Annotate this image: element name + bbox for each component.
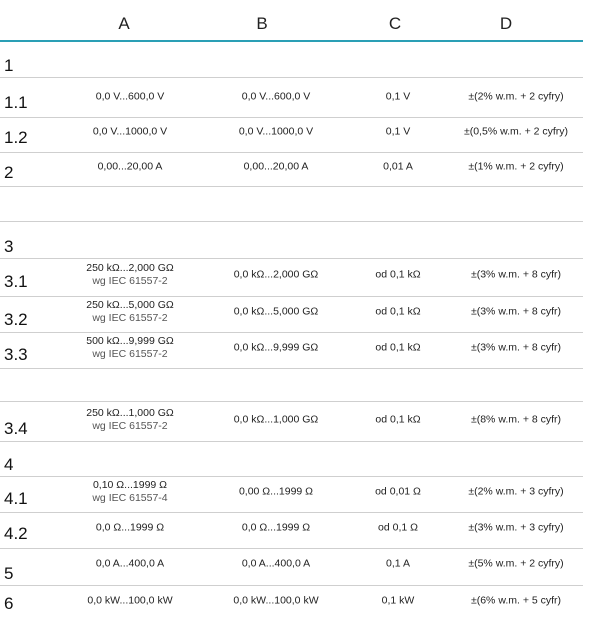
- row-number: 6: [4, 594, 14, 613]
- cell-d: [471, 595, 561, 608]
- cell-d: [471, 342, 561, 355]
- cell-c: [375, 269, 420, 282]
- cell-value: ±(8% w.m. + 8 cyfr): [470, 413, 562, 426]
- row-divider: [0, 401, 583, 402]
- cell-value: od 0,1 Ω: [378, 521, 418, 534]
- cell-value: 0,01 A: [383, 160, 413, 173]
- cell-value: 0,00 Ω...1999 Ω: [238, 485, 314, 498]
- cell-value: ±(1% w.m. + 2 cyfry): [468, 160, 564, 173]
- cell-standard: wg IEC 61557-2: [92, 312, 168, 324]
- row-number: 4.2: [4, 524, 28, 543]
- cell-c: [386, 558, 410, 571]
- cell-value: 250 kΩ...5,000 GΩ: [86, 299, 174, 311]
- cell-value: 0,00...20,00 A: [243, 160, 309, 173]
- cell-value: od 0,1 kΩ: [375, 268, 421, 281]
- row-divider: [0, 186, 583, 187]
- row-number: 3: [4, 237, 14, 256]
- column-header-b: B: [256, 14, 268, 33]
- cell-d: [468, 522, 563, 535]
- row-divider: [0, 221, 583, 222]
- cell-value: 0,0 V...1000,0 V: [238, 125, 314, 138]
- cell-a: [86, 299, 174, 325]
- row-divider: [0, 368, 583, 369]
- cell-value: 0,0 A...400,0 A: [95, 557, 165, 570]
- row-number: 2: [4, 163, 14, 182]
- cell-value: 0,0 kW...100,0 kW: [87, 594, 173, 607]
- row-number: 4.1: [4, 489, 28, 508]
- cell-b: [242, 558, 310, 571]
- cell-value: od 0,1 kΩ: [375, 305, 421, 318]
- cell-a: [96, 558, 164, 571]
- cell-d: [468, 161, 563, 174]
- cell-b: [239, 126, 313, 139]
- cell-a: [86, 335, 174, 361]
- row-divider: [0, 441, 583, 442]
- cell-c: [375, 414, 420, 427]
- cell-value: 0,1 A: [386, 557, 410, 570]
- cell-value: 250 kΩ...1,000 GΩ: [86, 407, 174, 419]
- row-number: 3.2: [4, 310, 28, 329]
- cell-a: [98, 161, 163, 174]
- cell-b: [234, 414, 319, 427]
- cell-standard: wg IEC 61557-2: [92, 420, 168, 432]
- row-divider: [0, 258, 583, 259]
- row-number: 1.2: [4, 128, 28, 147]
- header-divider: [0, 40, 583, 42]
- cell-d: [468, 486, 563, 499]
- cell-value: 0,0 kΩ...5,000 GΩ: [233, 305, 319, 318]
- cell-value: ±(6% w.m. + 5 cyfr): [470, 594, 562, 607]
- cell-standard: wg IEC 61557-4: [92, 492, 168, 504]
- cell-a: [86, 407, 174, 433]
- cell-value: od 0,1 kΩ: [375, 413, 421, 426]
- cell-b: [234, 306, 319, 319]
- cell-a: [92, 479, 167, 505]
- row-divider: [0, 512, 583, 513]
- row-number: 1: [4, 56, 14, 75]
- row-divider: [0, 152, 583, 153]
- column-header-a: A: [118, 14, 130, 33]
- cell-value: ±(0,5% w.m. + 2 cyfry): [463, 125, 569, 138]
- cell-c: [383, 161, 413, 174]
- row-divider: [0, 117, 583, 118]
- cell-a: [93, 126, 167, 139]
- cell-d: [468, 558, 563, 571]
- row-divider: [0, 296, 583, 297]
- cell-b: [234, 269, 319, 282]
- cell-b: [242, 91, 311, 104]
- cell-value: od 0,1 kΩ: [375, 341, 421, 354]
- cell-b: [239, 486, 313, 499]
- cell-d: [471, 414, 561, 427]
- cell-d: [471, 306, 561, 319]
- row-divider: [0, 548, 583, 549]
- cell-value: ±(3% w.m. + 8 cyfr): [470, 341, 562, 354]
- cell-value: ±(3% w.m. + 3 cyfry): [468, 521, 564, 534]
- cell-value: ±(2% w.m. + 2 cyfry): [468, 90, 564, 103]
- cell-b: [244, 161, 309, 174]
- cell-value: 0,00...20,00 A: [97, 160, 163, 173]
- row-number: 3.4: [4, 419, 28, 438]
- cell-value: 0,0 V...600,0 V: [241, 90, 311, 103]
- cell-value: 0,0 kΩ...9,999 GΩ: [233, 341, 319, 354]
- row-number: 1.1: [4, 93, 28, 112]
- cell-standard: wg IEC 61557-2: [92, 348, 168, 360]
- cell-a: [87, 595, 172, 608]
- cell-c: [375, 486, 421, 499]
- cell-b: [234, 342, 319, 355]
- cell-value: 0,0 V...600,0 V: [95, 90, 165, 103]
- row-number: 4: [4, 455, 14, 474]
- cell-value: 0,0 kΩ...1,000 GΩ: [233, 413, 319, 426]
- cell-value: 0,1 V: [385, 90, 411, 103]
- cell-value: 0,0 V...1000,0 V: [92, 125, 168, 138]
- cell-b: [242, 522, 310, 535]
- row-divider: [0, 476, 583, 477]
- cell-c: [375, 342, 420, 355]
- cell-value: 0,1 kW: [381, 594, 415, 607]
- cell-d: [468, 91, 563, 104]
- cell-value: ±(2% w.m. + 3 cyfry): [468, 485, 564, 498]
- row-divider: [0, 77, 583, 78]
- row-number: 5: [4, 564, 14, 583]
- cell-c: [375, 306, 420, 319]
- cell-value: 0,0 A...400,0 A: [241, 557, 311, 570]
- cell-c: [386, 91, 411, 104]
- cell-c: [386, 126, 411, 139]
- column-header-d: D: [499, 14, 513, 33]
- cell-value: ±(3% w.m. + 8 cyfr): [470, 268, 562, 281]
- cell-value: 0,0 Ω...1999 Ω: [95, 521, 165, 534]
- cell-a: [86, 262, 174, 288]
- cell-a: [96, 91, 165, 104]
- cell-value: 0,10 Ω...1999 Ω: [92, 479, 168, 491]
- column-header-c: C: [388, 14, 402, 33]
- cell-value: od 0,01 Ω: [375, 485, 421, 498]
- cell-a: [96, 522, 164, 535]
- cell-value: 0,0 kΩ...2,000 GΩ: [233, 268, 319, 281]
- row-divider: [0, 332, 583, 333]
- cell-d: [471, 269, 561, 282]
- row-number: 3.3: [4, 345, 28, 364]
- table-header: [0, 0, 600, 42]
- cell-standard: wg IEC 61557-2: [92, 275, 168, 287]
- row-number: 3.1: [4, 272, 28, 291]
- row-divider: [0, 585, 583, 586]
- cell-value: 500 kΩ...9,999 GΩ: [86, 335, 174, 347]
- cell-b: [233, 595, 318, 608]
- cell-value: 0,1 V: [385, 125, 411, 138]
- cell-value: ±(3% w.m. + 8 cyfr): [470, 305, 562, 318]
- cell-value: 0,0 Ω...1999 Ω: [241, 521, 311, 534]
- cell-value: 250 kΩ...2,000 GΩ: [86, 262, 174, 274]
- cell-value: ±(5% w.m. + 2 cyfry): [468, 557, 564, 570]
- cell-c: [382, 595, 415, 608]
- cell-value: 0,0 kW...100,0 kW: [233, 594, 319, 607]
- cell-c: [378, 522, 418, 535]
- cell-d: [464, 126, 568, 139]
